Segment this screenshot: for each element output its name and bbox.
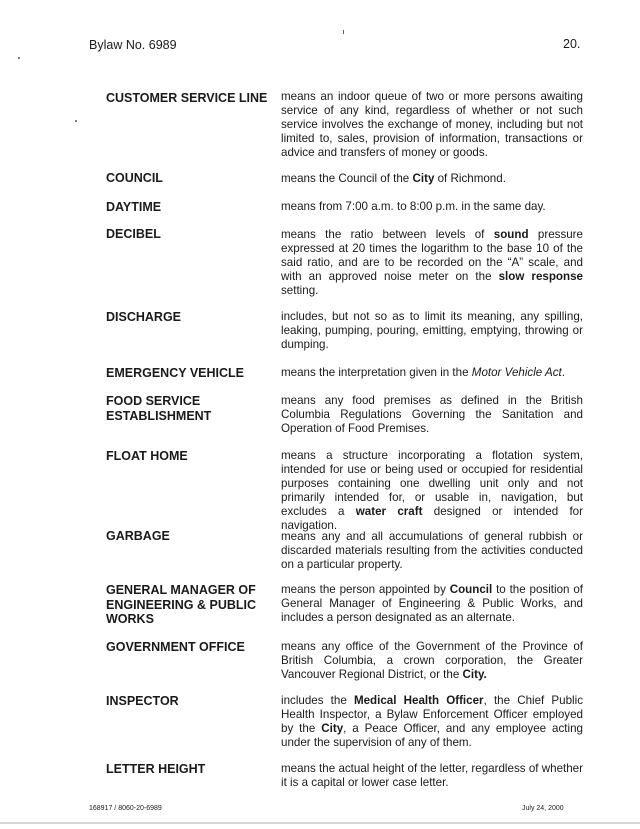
bylaw-number: Bylaw No. 6989 <box>89 38 177 52</box>
scan-speck <box>18 57 20 59</box>
definition-text <box>281 394 583 436</box>
definition-segment: means an indoor queue of two or more persons awaiting service of any kind, regardless of whether or not such service involves the exchange of money, including but not limited to, sales, provision of information, transactions or advice and transfers of money or goods. <box>281 90 583 159</box>
definition-text <box>281 228 583 298</box>
definition-term: DISCHARGE <box>106 310 182 324</box>
definition-segment: setting. <box>281 283 319 297</box>
document-reference: 168917 / 8060-20-6989 <box>89 805 162 812</box>
definition-segment: means from 7:00 a.m. to 8:00 p.m. in the same day. <box>281 200 546 213</box>
definition-segment: designed or intended for navigation. <box>281 504 583 532</box>
definition-segment: pressure expressed at 20 times the logarithm to the base 10 of the said ratio, and are to be recorded on the “A” scale, and with an approved noise meter on the <box>281 228 583 283</box>
definition-text <box>281 200 583 214</box>
definition-segment: City <box>321 721 344 735</box>
definition-segment: Council <box>449 583 493 596</box>
definition-segment: means any food premises as defined in the British Columbia Regulations Governing the Sanitation and Operation of Food Premises. <box>281 394 583 435</box>
definition-term: LETTER HEIGHT <box>106 762 206 776</box>
definition-term: INSPECTOR <box>106 694 179 708</box>
definition-text <box>281 366 583 380</box>
definition-term: GARBAGE <box>106 529 170 543</box>
definition-term: FOOD SERVICE ESTABLISHMENT <box>106 394 212 423</box>
definition-text <box>281 530 583 572</box>
definition-term: GENERAL MANAGER OF ENGINEERING & PUBLIC WORKS <box>106 583 257 626</box>
definition-segment: means the Council of the <box>281 172 413 185</box>
definition-term: COUNCIL <box>106 171 163 185</box>
definition-term: DAYTIME <box>106 200 162 214</box>
definition-segment: means a structure incorporating a flotation system, intended for use or being used or occupied for residential purposes containing one dwelling unit only and not primarily intended for, or usable in, navigation, but excludes a <box>281 449 583 518</box>
definition-segment: , the Chief Public Health Inspector, a Bylaw Enforcement Officer employed by the <box>281 694 583 735</box>
definition-term: FLOAT HOME <box>106 449 188 463</box>
scan-speck <box>75 120 77 122</box>
definition-text <box>281 640 583 682</box>
definition-text <box>281 583 583 625</box>
definition-term: CUSTOMER SERVICE LINE <box>106 91 268 105</box>
definition-segment: includes the <box>281 694 354 707</box>
definition-segment: Motor Vehicle Act <box>471 366 562 379</box>
definition-segment: sound <box>493 228 529 241</box>
definition-text <box>281 310 583 352</box>
definition-segment: Medical Health Officer <box>353 694 484 707</box>
definition-text <box>281 172 583 186</box>
definition-term: GOVERNMENT OFFICE <box>106 640 245 654</box>
definition-term: DECIBEL <box>106 227 161 241</box>
definition-text <box>281 762 583 790</box>
definition-segment: City <box>412 172 435 185</box>
definition-segment: includes, but not so as to limit its meaning, any spilling, leaking, pumping, pouring, emitting, emptying, throwing or dumping. <box>281 310 583 351</box>
definition-segment: means the interpretation given in the <box>281 366 472 379</box>
definition-segment: , a Peace Officer, and any employee acting under the supervision of any of them. <box>281 721 583 749</box>
definition-segment: means any and all accumulations of general rubbish or discarded materials resulting from the activities conducted on a particular property. <box>281 530 583 571</box>
definition-text <box>281 694 583 750</box>
definition-text <box>281 449 583 532</box>
definition-term: EMERGENCY VEHICLE <box>106 366 244 380</box>
definition-segment: means the person appointed by <box>281 583 450 596</box>
definition-segment: of Richmond. <box>434 172 506 185</box>
definition-segment: water craft <box>355 504 423 518</box>
definition-text <box>281 90 583 160</box>
definition-segment: to the position of General Manager of Engineering & Public Works, and includes a person designated as an alternate. <box>281 583 583 624</box>
page-number: 20. <box>563 37 581 51</box>
document-date: July 24, 2000 <box>522 805 564 812</box>
scan-speck <box>343 30 344 34</box>
definition-segment: means the ratio between levels of <box>281 228 494 241</box>
definition-segment: . <box>561 366 566 379</box>
definition-segment: City. <box>462 667 487 681</box>
definition-segment: means the actual height of the letter, regardless of whether it is a capital or lower case letter. <box>281 762 583 789</box>
definition-segment: means any office of the Government of the Province of British Columbia, a crown corporation, the Greater Vancouver Regional District, or the <box>281 640 583 681</box>
scan-edge <box>0 822 640 824</box>
definition-segment: slow response <box>498 269 583 283</box>
